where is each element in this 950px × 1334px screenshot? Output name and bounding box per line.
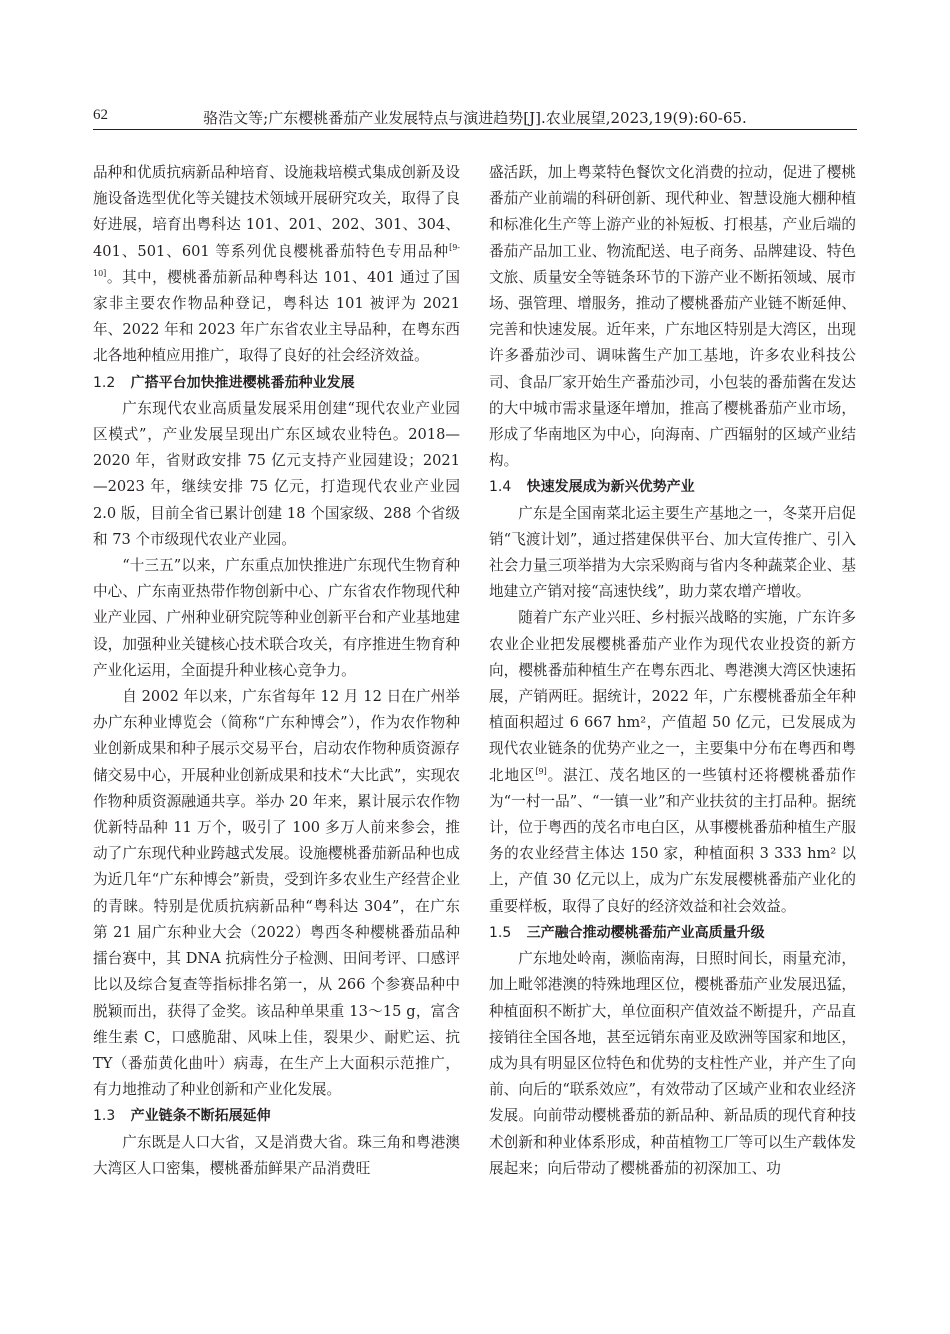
page-number: 62 bbox=[93, 107, 108, 123]
running-header bbox=[93, 105, 857, 130]
left-column bbox=[93, 160, 460, 1182]
citation-ref: [9-10] bbox=[93, 242, 460, 278]
paragraph: 随着广东产业兴旺、乡村振兴战略的实施，广东许多农业企业把发展樱桃番茄产业作为现代农业投资的新方向，樱桃番茄种植生产在粤东西北、粤港澳大湾区快速拓展，产销两旺。据统计，2022 年，广东樱桃番茄全年种植面积超过 6 667 hm²，产值超 50 亿元，已发展成为现代农业链条的优势产业之一，主要集中分布在粤西和粤北地区[9]。湛江、茂名地区的一些镇村还将樱桃番茄作为“一村一品”、“一镇一业”和产业扶贫的主打品种。据统计，位于粤西的茂名市电白区，从事樱桃番茄种植生产服务的农业经营主体达 150 家，种植面积 3 333 hm² 以上，产值 30 亿元以上，成为广东发展樱桃番茄产业化的重要样板，取得了良好的经济效益和社会效益。 bbox=[489, 609, 856, 915]
paragraph: 广东是全国南菜北运主要生产基地之一，冬菜开启促销“飞渡计划”，通过搭建保供平台、加大宣传推广、引入社会力量三项举措为大宗采购商与省内冬种蔬菜企业、基地建立产销对接“高速快线”，助力菜农增产增收。 bbox=[489, 504, 856, 601]
paragraph: 盛活跃，加上粤菜特色餐饮文化消费的拉动，促进了樱桃番茄产业前端的科研创新、现代种业、智慧设施大棚种植和标准化生产等上游产业的补短板、打根基，产业后端的番茄产品加工业、物流配送、电子商务、品牌建设、特色文旅、质量安全等链条环节的下游产业不断拓领域、展市场、强管理、增服务，推动了樱桃番茄产业链不断延伸、完善和快速发展。近年来，广东地区特别是大湾区，出现许多番茄沙司、调味酱生产加工基地，许多农业科技公司、食品厂家开始生产番茄沙司，小包装的番茄酱在发达的大中城市需求量逐年增加，推高了樱桃番茄产业市场，形成了华南地区为中心，向海南、广西辐射的区域产业结构。 bbox=[489, 164, 856, 470]
paragraph: 自 2002 年以来，广东省每年 12 月 12 日在广州举办广东种业博览会（简称“广东种博会”），作为农作物种业创新成果和种子展示交易平台，启动农作物种质资源存储交易中心，开展种业创新成果和技术“大比武”，实现农作物种质资源融通共享。举办 20 年来，累计展示农作物优新特品种 11 万个，吸引了 100 多万人前来参会，推动了广东现代种业跨越式发展。设施樱桃番茄新品种也成为近几年“广东种博会”新贵，受到许多农业生产经营企业的青睐。特别是优质抗病新品种“粤科达 304”，在广东第 21 届广东种业大会（2022）粤西冬种樱桃番茄品种擂台赛中，其 DNA 抗病性分子检测、田间考评、口感评比以及综合复查等指标排名第一，从 266 个参赛品种中脱颖而出，获得了金奖。该品种单果重 13～15 g，富含维生素 C，口感脆甜、风味上佳，裂果少、耐贮运、抗 TY（番茄黄化曲叶）病毒，在生产上大面积示范推广，有力地推动了种业创新和产业化发展。 bbox=[93, 688, 460, 1099]
section-heading-1-3: 1.3 产业链条不断拓展延伸 bbox=[93, 1108, 271, 1125]
paragraph: “十三五”以来，广东重点加快推进广东现代生物育种中心、广东南亚热带作物创新中心、广东省农作物现代种业产业园、广州种业研究院等种业创新平台和产业基地建设，加强种业关键核心技术联合攻关，有序推进生物育种产业化运用，全面提升种业核心竞争力。 bbox=[93, 557, 460, 679]
paragraph: 品种和优质抗病新品种培育、设施栽培模式集成创新及设施设备选型优化等关键技术领域开展研究攻关，取得了良好进展，培育出粤科达 101、201、202、301、304、401、501、601 等系列优良樱桃番茄特色专用品种[9-10]。其中，樱桃番茄新品种粤科达 101、401 通过了国家非主要农作物品种登记，粤科达 101 被评为 2021 年、2022 年和 2023 年广东省农业主导品种，在粤东西北各地种植应用推广，取得了良好的社会经济效益。 bbox=[93, 164, 460, 365]
section-heading-1-4: 1.4 快速发展成为新兴优势产业 bbox=[489, 479, 695, 496]
paragraph: 广东现代农业高质量发展采用创建“现代农业产业园区模式”，产业发展呈现出广东区域农业特色。2018—2020 年，省财政安排 75 亿元支持产业园建设；2021—2023 年，继续安排 75 亿元，打造现代农业产业园 2.0 版，目前全省已累计创建 18 个国家级、288 个省级和 73 个市级现代农业产业园。 bbox=[93, 399, 460, 548]
right-column bbox=[489, 160, 856, 1182]
section-heading-1-5: 1.5 三产融合推动樱桃番茄产业高质量升级 bbox=[489, 924, 765, 941]
running-citation: 骆浩文等;广东樱桃番茄产业发展特点与演进趋势[J].农业展望,2023,19(9):60-65. bbox=[203, 109, 747, 127]
paragraph: 广东既是人口大省，又是消费大省。珠三角和粤港澳大湾区人口密集，樱桃番茄鲜果产品消费旺 bbox=[93, 1133, 460, 1177]
citation-ref: [9] bbox=[535, 766, 547, 776]
section-heading-1-2: 1.2 广搭平台加快推进樱桃番茄种业发展 bbox=[93, 374, 355, 391]
paragraph: 广东地处岭南，濒临南海，日照时间长，雨量充沛，加上毗邻港澳的特殊地理区位，樱桃番茄产业发展迅猛，种植面积不断扩大，单位面积产值效益不断提升，产品直接销往全国各地，甚至远销东南亚及欧洲等国家和地区，成为具有明显区位特色和优势的支柱性产业，并产生了向前、向后的“联系效应”，有效带动了区域产业和农业经济发展。向前带动樱桃番茄的新品种、新品质的现代育种技术创新和种业体系形成，种苗植物工厂等可以生产载体发展起来；向后带动了樱桃番茄的初深加工、功 bbox=[489, 950, 856, 1177]
